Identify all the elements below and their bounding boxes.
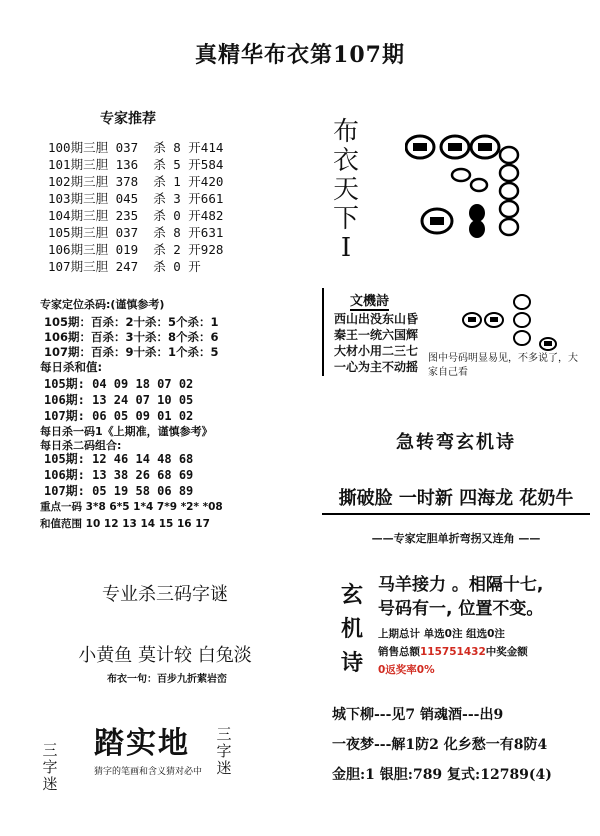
vertical-title-char: 下 [332,204,359,234]
expert-row: 101期三胆 136 杀 5 开584 [48,157,224,172]
position-kill-heading: 专家定位杀码:(谨慎参考) [40,298,165,311]
poem-line: 大材小用二三七 [334,344,419,358]
expert-row: 106期三胆 019 杀 2 开928 [48,242,224,257]
two-code-row: 107期: 05 19 58 06 89 [44,484,194,498]
expert-heading: 专家推荐 [100,111,156,127]
xuanji-line: 马羊接力 。相隔十七, [378,575,544,595]
expert-row: 105期三胆 037 杀 8 开631 [48,225,224,240]
coin-pattern-image [405,125,535,250]
focus-code-row: 重点一码 3*8 6*5 1*4 7*9 *2* *08 [40,501,223,513]
riddle-line: 小黄鱼 莫计较 白兔淡 [78,645,252,666]
expert-banner: ——专家定胆单折弯拐又连角 —— [371,532,541,545]
kill-three-heading: 专业杀三码字谜 [102,584,228,605]
xuanji-line: 号码有一, 位置不变。 [378,599,544,619]
sales-total-line: 销售总额115751432中奖金额 [378,646,528,658]
poem-line: 一心为主不动摇 [334,360,419,374]
vertical-title-char: 布 [332,117,359,147]
last-period-stats: 上期总计 单选0注 组选0注 [378,628,505,640]
position-kill-row: 107期：百杀：9十杀：1个杀：5 [44,345,219,359]
expert-row: 104期三胆 235 杀 0 开482 [48,208,224,223]
bottom-hint-line: 一夜梦---解1防2 化乡愁一有8防4 [332,737,548,753]
vertical-title [328,118,364,263]
sum-kill-row: 107期: 06 05 09 01 02 [44,409,194,423]
poem-line: 秦王一统六国辉 [334,328,419,342]
two-code-row: 105期: 12 46 14 48 68 [44,452,194,466]
bottom-hint-line: 城下柳---见7 销魂酒---出9 [332,707,504,723]
return-rate-line: 0返奖率0% [378,664,435,676]
two-code-row: 106期: 13 38 26 68 69 [44,468,194,482]
coin-pattern-image [460,290,580,352]
vertical-title-char: 天 [332,175,359,205]
position-kill-block [38,296,300,536]
position-kill-row: 106期：百杀：3十杀：8个杀：6 [44,330,219,344]
sum-kill-row: 105期: 04 09 18 07 02 [44,377,194,391]
sum-kill-heading: 每日杀和值: [40,360,103,374]
buyi-sentence: 布衣一句：百步九折萦岩峦 [107,674,227,685]
xuanji-vertical-label: 玄 机 诗 [340,582,363,676]
two-code-heading: 每日杀二码组合: [40,439,122,452]
sum-kill-row: 106期: 13 24 07 10 05 [44,393,194,407]
poem-line: 西山出没东山昏 [334,312,419,326]
expert-row: 103期三胆 045 杀 3 开661 [48,191,224,206]
vertical-title-char: I [340,233,352,263]
vertical-title-char: 衣 [332,146,359,176]
three-char-riddle-left: 三 字 迷 [42,741,58,793]
one-code-heading: 每日杀一码1《上期准，谨慎参考》 [40,425,213,438]
riddle-note: 猜字的笔画和含义猜对必中 [94,767,203,777]
page-title: 真精华布衣第107期 [195,42,405,68]
bottom-hint-line: 金胆:1 银胆:789 复式:12789(4) [332,767,552,783]
sum-range-row: 和值范围 10 12 13 14 15 16 17 [40,518,210,530]
pattern-note: 图中号码明显易见，不多说了，大家自己看 [428,353,578,378]
poem-title: 文機詩 [350,290,389,311]
expert-row: 100期三胆 037 杀 8 开414 [48,140,224,155]
three-char-riddle-right: 三 字 迷 [216,725,232,777]
riddle-poem-heading: 急转弯玄机诗 [396,432,516,453]
position-kill-row: 105期：百杀：2十杀：5个杀：1 [44,315,219,329]
expert-row: 102期三胆 378 杀 1 开420 [48,174,224,189]
big-riddle-word: 踏实地 [94,726,190,761]
slogan-line: 撕破脸 一时新 四海龙 花奶牛 [322,484,590,515]
expert-row: 107期三胆 247 杀 0 开 [48,259,201,274]
